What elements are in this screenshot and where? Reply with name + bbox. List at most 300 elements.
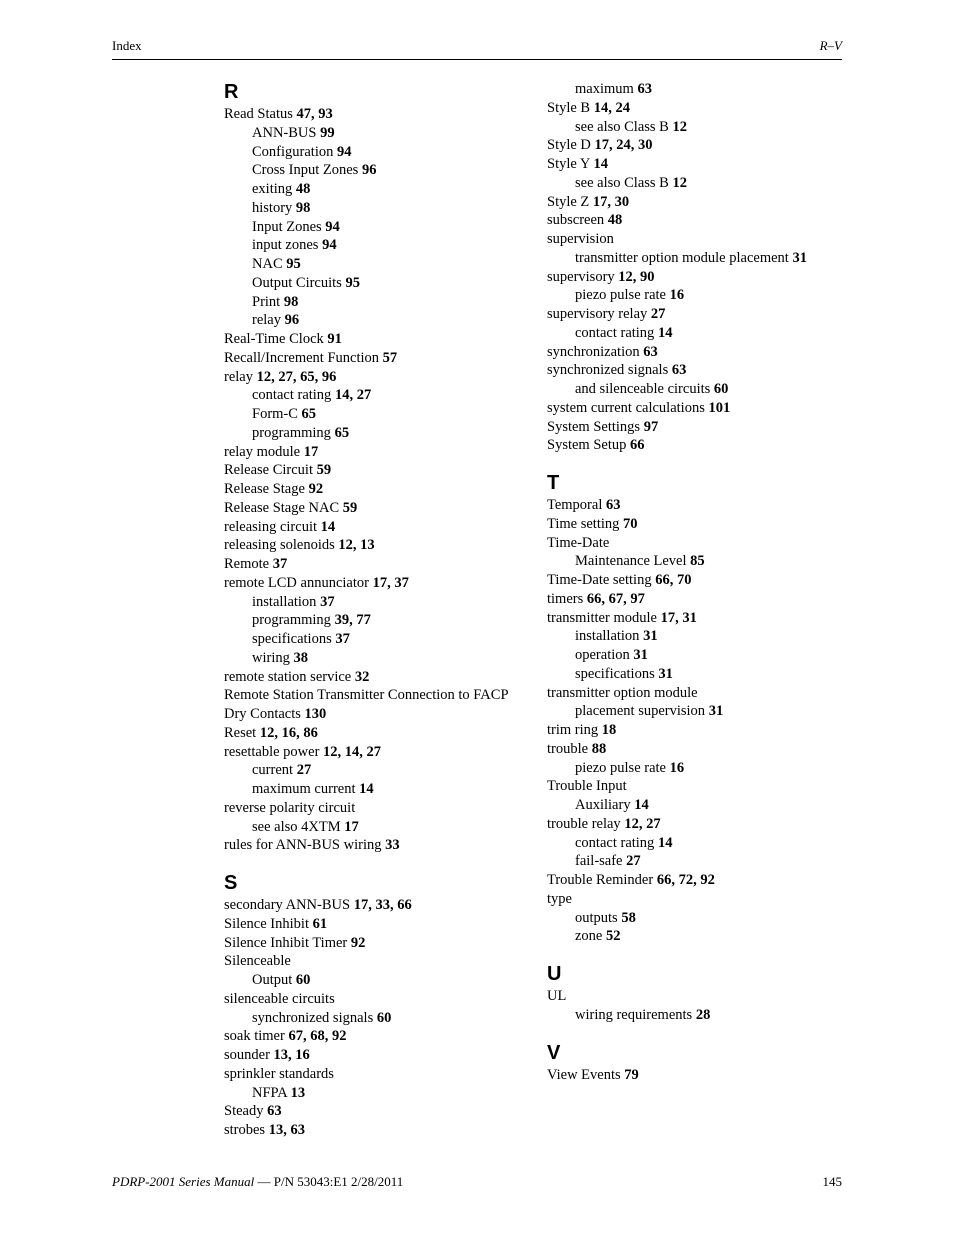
index-entry xyxy=(547,211,867,230)
index-subentry xyxy=(547,834,867,853)
entry-page-refs[interactable]: 17 xyxy=(303,443,319,460)
entry-term: UL xyxy=(547,988,567,1004)
footer-manual-title: PDRP-2001 Series Manual xyxy=(112,1174,255,1189)
section-letter: R xyxy=(224,81,239,103)
index-subentry xyxy=(224,161,544,180)
entry-term: Cross Input Zones xyxy=(252,162,359,179)
entry-term: programming xyxy=(252,612,331,629)
entry-page-refs[interactable]: 63 xyxy=(637,81,652,97)
entry-page-refs[interactable]: 13, 63 xyxy=(268,1122,305,1138)
index-entry xyxy=(547,343,867,362)
index-subentry xyxy=(547,380,867,399)
entry-page-refs[interactable]: 59 xyxy=(342,499,358,516)
entry-page-refs[interactable]: 65 xyxy=(301,406,317,422)
entry-term: supervisory xyxy=(547,268,615,285)
index-entry xyxy=(224,1027,544,1046)
entry-page-refs[interactable]: 17, 33, 66 xyxy=(353,897,412,913)
entry-page-refs[interactable]: 17 xyxy=(344,818,359,835)
index-entry xyxy=(224,105,544,124)
index-subentry xyxy=(224,274,544,293)
entry-term: contact rating xyxy=(252,387,332,404)
entry-page-refs[interactable]: 47, 93 xyxy=(296,106,333,122)
index-section xyxy=(547,1025,867,1085)
index-entry xyxy=(224,461,544,480)
index-entry xyxy=(547,496,867,515)
section-gap xyxy=(547,946,867,962)
index-entry xyxy=(547,361,867,380)
index-subentry xyxy=(547,759,867,778)
entry-page-refs[interactable]: 99 xyxy=(320,124,335,141)
entry-term: and silenceable circuits xyxy=(575,381,711,397)
entry-page-refs[interactable]: 52 xyxy=(606,928,621,945)
index-subentry xyxy=(547,702,867,721)
entry-term: see also 4XTM xyxy=(252,818,341,835)
entry-term: System Setup xyxy=(547,437,627,454)
entry-page-refs[interactable]: 14 xyxy=(320,518,336,535)
index-entry xyxy=(224,518,544,537)
entry-term: Time setting xyxy=(547,515,620,532)
entry-page-refs[interactable]: 66, 72, 92 xyxy=(656,872,715,888)
footer-separator: — xyxy=(254,1174,274,1189)
entry-term: Maintenance Level xyxy=(575,553,687,570)
index-entry xyxy=(224,480,544,499)
entry-page-refs[interactable]: 101 xyxy=(708,399,731,416)
entry-term: sounder xyxy=(224,1047,270,1063)
index-entry xyxy=(224,799,544,818)
entry-page-refs[interactable]: 60 xyxy=(376,1009,392,1026)
entry-term: NFPA xyxy=(252,1084,287,1101)
index-entry xyxy=(224,443,544,462)
entry-page-refs[interactable]: 95 xyxy=(345,274,360,291)
entry-page-refs[interactable]: 85 xyxy=(690,553,705,570)
index-entry xyxy=(224,896,544,915)
entry-term: fail-safe xyxy=(575,853,623,870)
index-subentry xyxy=(547,118,867,137)
entry-page-refs[interactable]: 96 xyxy=(284,312,300,329)
index-subentry xyxy=(224,761,544,780)
entry-term: Trouble Input xyxy=(547,778,627,795)
entry-term: transmitter option module placement xyxy=(575,249,789,266)
entry-term: Configuration xyxy=(252,143,334,160)
index-subentry xyxy=(547,646,867,665)
entry-term: ANN-BUS xyxy=(252,124,317,141)
entry-page-refs[interactable]: 94 xyxy=(322,237,337,254)
entry-page-refs[interactable]: 14, 24 xyxy=(593,99,630,116)
entry-page-refs[interactable]: 57 xyxy=(382,349,398,366)
entry-page-refs[interactable]: 12 xyxy=(672,174,687,191)
entry-page-refs[interactable]: 37 xyxy=(335,631,350,647)
entry-term: Style D xyxy=(547,137,591,154)
entry-term: Remote xyxy=(224,556,270,572)
entry-term: silenceable circuits xyxy=(224,990,335,1007)
entry-term: synchronization xyxy=(547,343,640,360)
entry-page-refs[interactable]: 96 xyxy=(361,162,377,179)
entry-term: Real-Time Clock xyxy=(224,331,324,347)
entry-page-refs[interactable]: 14 xyxy=(634,797,649,813)
index-subentry xyxy=(547,1006,867,1025)
index-entry xyxy=(547,436,867,455)
entry-term: Print xyxy=(252,293,281,310)
entry-page-refs[interactable]: 31 xyxy=(633,647,648,663)
entry-page-refs[interactable]: 59 xyxy=(316,462,332,479)
entry-page-refs[interactable]: 70 xyxy=(623,515,638,532)
footer-manual-info xyxy=(112,1174,403,1190)
entry-page-refs[interactable]: 14 xyxy=(593,156,608,172)
entry-term: resettable power xyxy=(224,743,320,760)
entry-term: supervision xyxy=(547,231,614,247)
entry-term: Output xyxy=(252,972,293,988)
index-entry xyxy=(224,574,544,593)
entry-term: system current calculations xyxy=(547,399,705,416)
entry-page-refs[interactable]: 28 xyxy=(695,1006,711,1023)
index-subentry xyxy=(547,627,867,646)
index-entry xyxy=(547,590,867,609)
entry-term: installation xyxy=(252,593,317,610)
index-subentry xyxy=(224,1009,544,1028)
entry-term: programming xyxy=(252,424,331,441)
index-entry xyxy=(224,934,544,953)
entry-page-refs[interactable]: 63 xyxy=(605,497,621,513)
entry-term: specifications xyxy=(252,631,332,647)
index-subentry xyxy=(224,386,544,405)
entry-page-refs[interactable]: 12, 13 xyxy=(338,537,375,554)
entry-page-refs[interactable]: 63 xyxy=(643,343,658,360)
index-entry xyxy=(224,368,544,387)
index-entry xyxy=(547,193,867,212)
index-entry xyxy=(547,399,867,418)
entry-page-refs[interactable]: 14, 27 xyxy=(334,387,372,404)
entry-term: NAC xyxy=(252,256,283,272)
index-entry xyxy=(224,686,544,705)
header-rule xyxy=(112,59,842,60)
index-entry xyxy=(224,499,544,518)
entry-term: relay xyxy=(224,368,253,385)
entry-term: Dry Contacts xyxy=(224,706,301,722)
footer-part-number: P/N 53043:E1 2/28/2011 xyxy=(273,1174,404,1189)
index-entry xyxy=(224,1065,544,1084)
index-subentry xyxy=(547,552,867,571)
entry-term: Style B xyxy=(547,99,591,116)
entry-term: Trouble Reminder xyxy=(547,872,654,888)
entry-page-refs[interactable]: 66, 67, 97 xyxy=(586,590,645,607)
entry-term: Silenceable xyxy=(224,953,291,970)
entry-term: specifications xyxy=(575,665,655,682)
entry-page-refs[interactable]: 92 xyxy=(350,934,366,951)
entry-page-refs[interactable]: 130 xyxy=(304,706,327,722)
entry-page-refs[interactable]: 92 xyxy=(308,481,324,497)
index-subentry xyxy=(547,80,867,99)
entry-page-refs[interactable]: 17, 30 xyxy=(592,193,630,210)
index-entry xyxy=(224,349,544,368)
entry-term: wiring xyxy=(252,649,290,666)
index-subentry xyxy=(224,236,544,255)
entry-page-refs[interactable]: 60 xyxy=(295,972,311,988)
index-subentry xyxy=(224,255,544,274)
entry-page-refs[interactable]: 94 xyxy=(325,218,340,235)
index-subentry xyxy=(547,174,867,193)
entry-term: System Settings xyxy=(547,418,641,435)
entry-page-refs[interactable]: 97 xyxy=(643,418,659,435)
index-subentry xyxy=(547,909,867,928)
index-subentry xyxy=(547,286,867,305)
entry-page-refs[interactable]: 12, 16, 86 xyxy=(259,724,318,741)
entry-term: Release Stage NAC xyxy=(224,499,340,516)
entry-term: Auxiliary xyxy=(575,797,631,813)
entry-page-refs[interactable]: 37 xyxy=(320,593,335,610)
entry-term: current xyxy=(252,762,294,779)
index-section xyxy=(224,80,544,855)
entry-term: contact rating xyxy=(575,324,655,341)
index-entry xyxy=(547,418,867,437)
entry-term: rules for ANN-BUS wiring xyxy=(224,837,382,854)
entry-term: reverse polarity circuit xyxy=(224,799,356,816)
index-section xyxy=(547,80,867,455)
section-gap xyxy=(547,455,867,471)
index-entry xyxy=(224,330,544,349)
entry-term: transmitter option module xyxy=(547,684,698,701)
entry-term: placement supervision xyxy=(575,703,706,720)
entry-term: piezo pulse rate xyxy=(575,287,666,304)
index-column-right xyxy=(547,80,867,1084)
entry-page-refs[interactable]: 39, 77 xyxy=(334,612,371,629)
entry-term: zone xyxy=(575,928,603,945)
entry-page-refs[interactable]: 91 xyxy=(327,331,342,347)
entry-term: Style Y xyxy=(547,156,590,172)
index-subentry xyxy=(224,405,544,424)
index-entry xyxy=(547,268,867,287)
index-entry xyxy=(547,571,867,590)
entry-term: remote station service xyxy=(224,668,352,685)
index-entry xyxy=(547,871,867,890)
index-entry xyxy=(547,534,867,553)
entry-page-refs[interactable]: 63 xyxy=(671,362,687,379)
index-entry xyxy=(547,740,867,759)
entry-page-refs[interactable]: 27 xyxy=(626,853,641,870)
entry-page-refs[interactable]: 12, 90 xyxy=(618,268,655,285)
entry-term: Silence Inhibit Timer xyxy=(224,934,348,951)
footer-page-number: 145 xyxy=(822,1174,842,1189)
entry-page-refs[interactable]: 79 xyxy=(624,1066,639,1083)
entry-term: transmitter module xyxy=(547,609,657,626)
entry-term: Release Stage xyxy=(224,481,305,497)
entry-page-refs[interactable]: 31 xyxy=(792,249,807,266)
index-subentry xyxy=(547,324,867,343)
entry-page-refs[interactable]: 58 xyxy=(621,909,636,926)
index-subentry xyxy=(224,630,544,649)
entry-page-refs[interactable]: 94 xyxy=(336,143,352,160)
index-entry xyxy=(224,836,544,855)
index-subentry xyxy=(224,818,544,837)
entry-page-refs[interactable]: 48 xyxy=(295,181,311,197)
index-entry xyxy=(547,890,867,909)
entry-term: relay module xyxy=(224,443,301,460)
entry-page-refs[interactable]: 38 xyxy=(293,649,308,666)
index-subentry xyxy=(224,293,544,312)
entry-term: Silence Inhibit xyxy=(224,915,309,932)
entry-page-refs[interactable]: 37 xyxy=(272,556,288,572)
index-subentry xyxy=(224,424,544,443)
entry-term: Output Circuits xyxy=(252,274,342,291)
index-entry xyxy=(224,1121,544,1140)
entry-term: maximum current xyxy=(252,781,356,797)
entry-term: input zones xyxy=(252,237,319,254)
index-subentry xyxy=(224,218,544,237)
index-entry xyxy=(547,987,867,1006)
index-entry xyxy=(547,305,867,324)
entry-term: maximum xyxy=(575,81,634,97)
entry-term: Form-C xyxy=(252,406,298,422)
entry-term: operation xyxy=(575,647,630,663)
entry-page-refs[interactable]: 61 xyxy=(312,915,328,932)
entry-page-refs[interactable]: 65 xyxy=(334,424,350,441)
entry-page-refs[interactable]: 14 xyxy=(657,324,673,341)
entry-page-refs[interactable]: 31 xyxy=(708,703,724,720)
entry-term: Recall/Increment Function xyxy=(224,349,380,366)
index-subentry xyxy=(547,927,867,946)
entry-term: outputs xyxy=(575,909,618,926)
entry-term: history xyxy=(252,199,293,216)
entry-term: synchronized signals xyxy=(547,362,669,379)
entry-term: Release Circuit xyxy=(224,462,313,479)
index-section xyxy=(224,855,544,1140)
entry-term: Style Z xyxy=(547,193,590,210)
section-letter: U xyxy=(547,963,562,985)
index-entry xyxy=(547,815,867,834)
index-subentry xyxy=(224,311,544,330)
entry-term: relay xyxy=(252,312,281,329)
entry-term: see also Class B xyxy=(575,174,669,191)
entry-page-refs[interactable]: 63 xyxy=(267,1103,282,1120)
index-entry xyxy=(547,609,867,628)
index-subentry xyxy=(547,796,867,815)
index-subentry xyxy=(224,180,544,199)
entry-term: strobes xyxy=(224,1122,266,1138)
entry-term: remote LCD annunciator xyxy=(224,574,369,591)
entry-page-refs[interactable]: 31 xyxy=(643,628,658,645)
entry-term: exiting xyxy=(252,181,293,197)
index-subentry xyxy=(547,665,867,684)
entry-page-refs[interactable]: 13 xyxy=(290,1084,306,1101)
section-gap xyxy=(224,855,544,871)
section-letter: S xyxy=(224,872,238,894)
entry-term: secondary ANN-BUS xyxy=(224,897,351,913)
index-entry xyxy=(224,952,544,971)
entry-page-refs[interactable]: 18 xyxy=(601,722,617,738)
index-entry xyxy=(224,668,544,687)
entry-page-refs[interactable]: 14 xyxy=(657,834,673,851)
index-entry xyxy=(224,536,544,555)
entry-term: piezo pulse rate xyxy=(575,759,666,776)
index-entry xyxy=(547,777,867,796)
index-subentry xyxy=(547,249,867,268)
entry-term: contact rating xyxy=(575,834,655,851)
index-entry xyxy=(224,990,544,1009)
index-entry xyxy=(547,1066,867,1085)
entry-term: Temporal xyxy=(547,497,603,513)
index-subentry xyxy=(224,1084,544,1103)
section-letter: V xyxy=(547,1041,561,1064)
header-section-title: Index xyxy=(112,38,142,53)
entry-page-refs[interactable]: 33 xyxy=(385,837,400,854)
index-subentry xyxy=(224,649,544,668)
entry-page-refs[interactable]: 12 xyxy=(672,118,687,135)
index-column-left xyxy=(224,80,544,1140)
entry-page-refs[interactable]: 88 xyxy=(591,740,607,757)
entry-page-refs[interactable]: 17, 24, 30 xyxy=(594,137,653,154)
entry-page-refs[interactable]: 12, 27, 65, 96 xyxy=(256,368,337,385)
entry-page-refs[interactable]: 12, 27 xyxy=(624,815,661,832)
entry-page-refs[interactable]: 95 xyxy=(286,256,301,272)
entry-page-refs[interactable]: 27 xyxy=(650,306,666,322)
entry-term: sprinkler standards xyxy=(224,1065,334,1082)
section-letter: T xyxy=(547,472,560,494)
entry-term: Time-Date setting xyxy=(547,572,652,588)
index-entry xyxy=(547,230,867,249)
index-entry xyxy=(224,1102,544,1121)
entry-page-refs[interactable]: 67, 68, 92 xyxy=(288,1028,347,1045)
entry-page-refs[interactable]: 98 xyxy=(283,293,299,310)
entry-term: trouble relay xyxy=(547,815,621,832)
index-entry xyxy=(224,724,544,743)
entry-term: supervisory relay xyxy=(547,306,648,322)
index-subentry xyxy=(224,199,544,218)
entry-term: Reset xyxy=(224,724,257,741)
index-section xyxy=(547,455,867,946)
entry-page-refs[interactable]: 32 xyxy=(354,668,370,685)
index-subentry xyxy=(224,143,544,162)
entry-term: View Events xyxy=(547,1066,621,1083)
index-entry xyxy=(224,915,544,934)
entry-term: Read Status xyxy=(224,106,293,122)
index-subentry xyxy=(224,593,544,612)
entry-term: soak timer xyxy=(224,1028,285,1045)
index-entry xyxy=(547,155,867,174)
entry-page-refs[interactable]: 66, 70 xyxy=(655,572,692,588)
entry-page-refs[interactable]: 17, 31 xyxy=(660,609,697,626)
index-subentry xyxy=(224,780,544,799)
entry-page-refs[interactable]: 16 xyxy=(669,759,685,776)
entry-term: Remote Station Transmitter Connection to FACP xyxy=(224,687,509,704)
index-section xyxy=(547,946,867,1025)
header-letter-range: R–V xyxy=(819,38,842,53)
index-entry xyxy=(224,1046,544,1065)
entry-page-refs[interactable]: 27 xyxy=(296,762,312,779)
index-entry xyxy=(224,743,544,762)
entry-term: synchronized signals xyxy=(252,1009,374,1026)
entry-term: timers xyxy=(547,590,584,607)
entry-page-refs[interactable]: 31 xyxy=(658,665,673,682)
entry-term: trim ring xyxy=(547,722,599,738)
entry-page-refs[interactable]: 98 xyxy=(295,199,311,216)
entry-page-refs[interactable]: 12, 14, 27 xyxy=(323,743,382,760)
entry-page-refs[interactable]: 14 xyxy=(359,781,374,797)
entry-page-refs[interactable]: 17, 37 xyxy=(372,574,409,591)
index-entry xyxy=(547,721,867,740)
entry-page-refs[interactable]: 13, 16 xyxy=(273,1047,310,1063)
entry-term: installation xyxy=(575,628,640,645)
entry-page-refs[interactable]: 66 xyxy=(629,437,645,454)
entry-page-refs[interactable]: 16 xyxy=(669,287,685,304)
entry-page-refs[interactable]: 60 xyxy=(713,381,729,397)
entry-term: trouble xyxy=(547,740,589,757)
entry-term: releasing circuit xyxy=(224,518,317,535)
index-subentry xyxy=(224,611,544,630)
section-gap xyxy=(547,1025,867,1041)
entry-term: Time-Date xyxy=(547,534,610,551)
entry-term: see also Class B xyxy=(575,118,669,135)
entry-page-refs[interactable]: 48 xyxy=(607,212,623,229)
entry-term: Input Zones xyxy=(252,218,322,235)
